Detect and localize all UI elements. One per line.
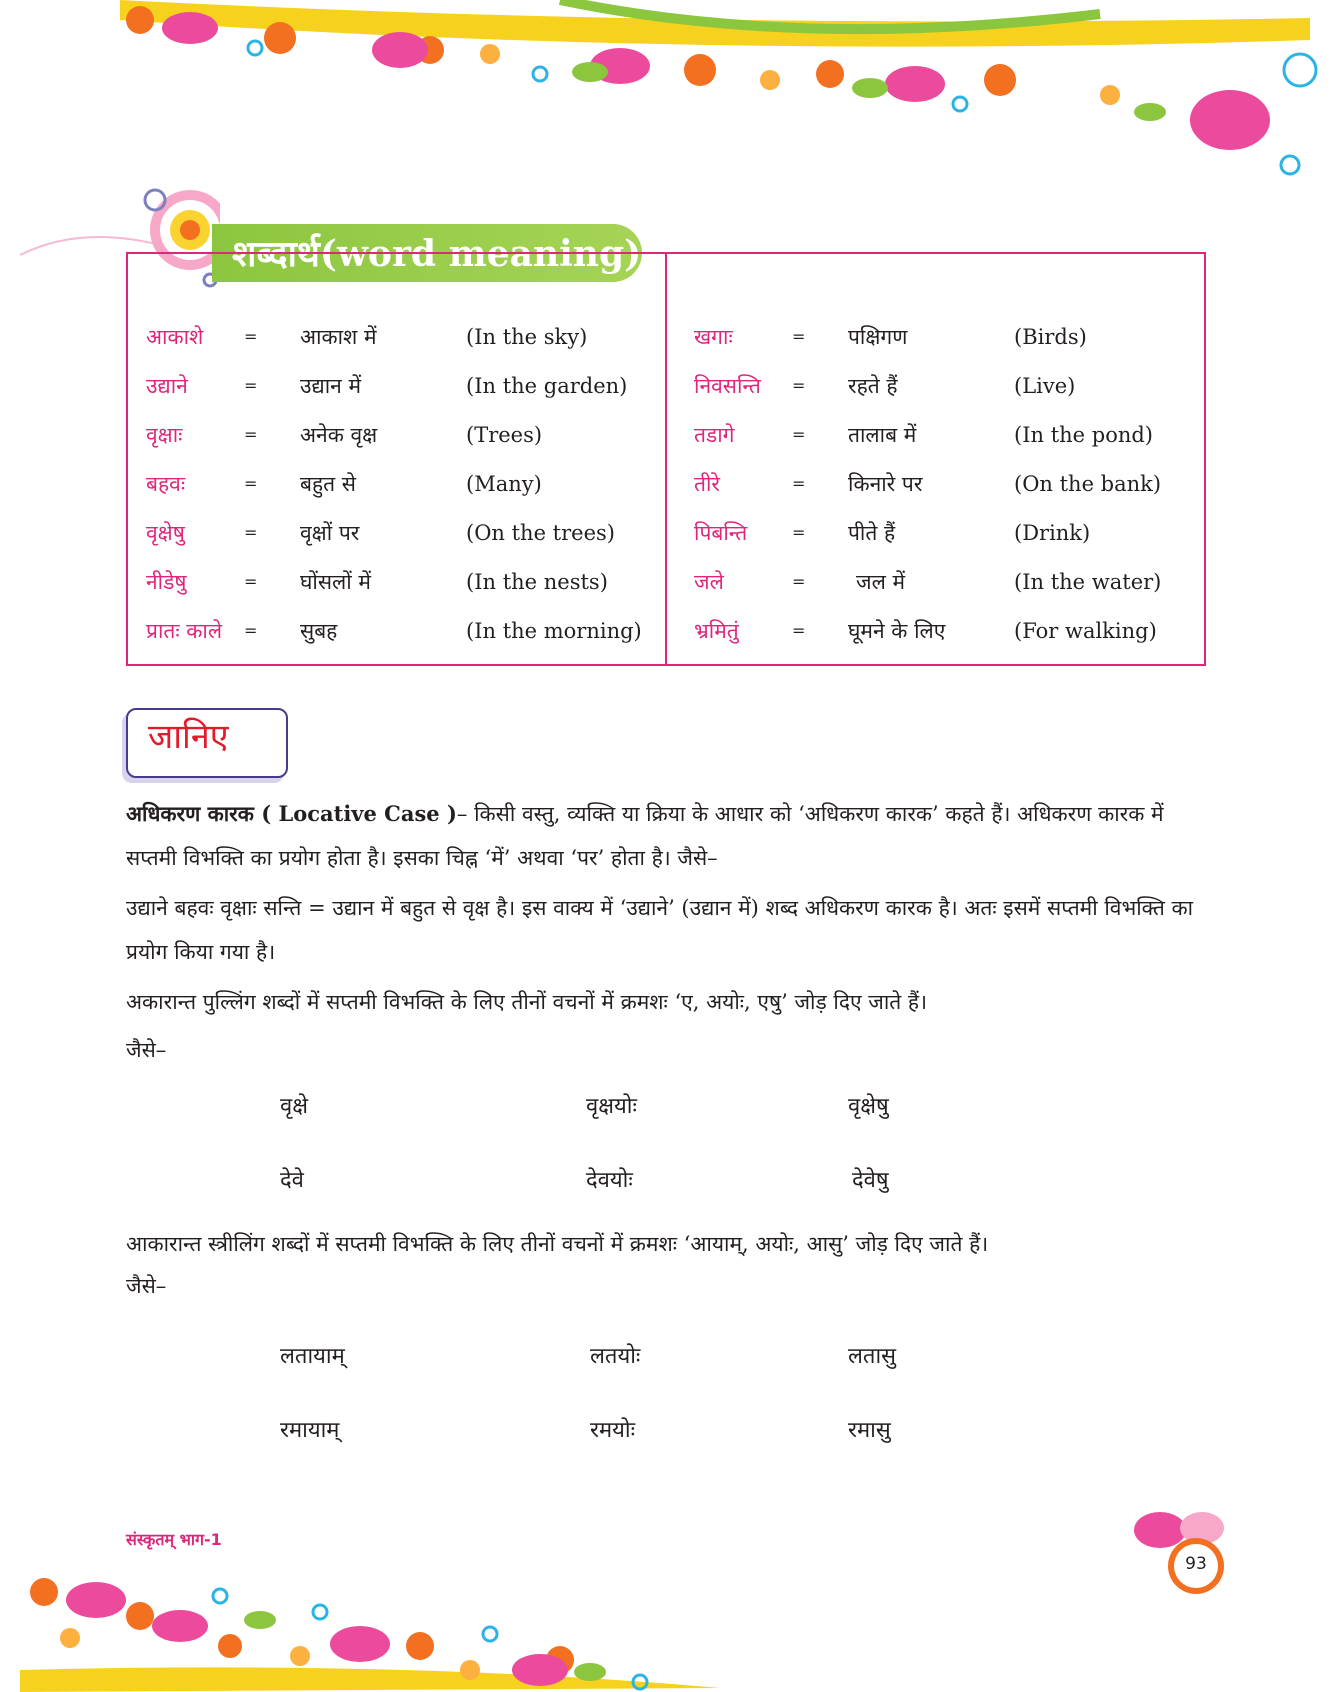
- wm-hindi: अनेक वृक्ष: [300, 423, 378, 447]
- wm-word: तडागे: [694, 423, 735, 447]
- wm-left-row: [146, 567, 186, 597]
- wm-hindi: घोंसलों में: [300, 570, 371, 594]
- wm-hindi: सुबह: [300, 619, 338, 643]
- wm-english: (Drink): [1014, 521, 1091, 545]
- wm-english: (Many): [466, 472, 542, 496]
- wm-right-row: [694, 469, 720, 499]
- fem-example: लतयोः: [590, 1344, 641, 1369]
- wm-eq: =: [244, 376, 258, 395]
- wm-right-row: [694, 322, 733, 352]
- wm-word: खगाः: [694, 325, 733, 349]
- wm-right-row: [694, 518, 747, 548]
- wm-right-row: [694, 371, 761, 401]
- word-meaning-divider: [665, 252, 667, 666]
- wm-word: वृक्षाः: [146, 423, 183, 447]
- wm-eq: =: [244, 474, 258, 493]
- fem-example: लतायाम्: [280, 1344, 345, 1369]
- wm-word: निवसन्ति: [694, 374, 761, 398]
- wm-word: प्रातः काले: [146, 619, 223, 643]
- janiye-heading: जानिए: [148, 717, 229, 757]
- wm-english: (In the pond): [1014, 423, 1154, 447]
- wm-word: पिबन्ति: [694, 521, 748, 545]
- wm-left-row: [146, 518, 185, 548]
- wm-eq: =: [792, 327, 806, 346]
- wm-english: (Birds): [1014, 325, 1087, 349]
- wm-eq: =: [792, 523, 806, 542]
- wm-eq: =: [244, 523, 258, 542]
- wm-english: (In the water): [1014, 570, 1162, 594]
- wm-word: उद्याने: [146, 374, 188, 398]
- wm-english: (Live): [1014, 374, 1076, 398]
- wm-right-row: [694, 567, 724, 597]
- masc-example: वृक्षे: [280, 1094, 309, 1119]
- fem-example: रमयोः: [590, 1418, 636, 1443]
- wm-right-row: [694, 420, 734, 450]
- book-title: संस्कृतम् भाग-1: [126, 1530, 222, 1549]
- top-floral-border: [0, 0, 1332, 190]
- locative-description: – किसी वस्तु, व्यक्ति या क्रिया के आधार को ‘अधिकरण कारक’ कहते हैं। अधिकरण कारक में सप्तमी विभक्ति का प्रयोग होता है। इसका चिह्न ‘में’ अथवा ‘पर’ होता है। जैसे–: [126, 802, 1164, 870]
- masculine-jaise: जैसे–: [126, 1038, 167, 1062]
- wm-eq: =: [244, 621, 258, 640]
- wm-eq: =: [792, 425, 806, 444]
- wm-word: बहवः: [146, 472, 186, 496]
- wm-word: भ्रमितुं: [694, 619, 739, 643]
- wm-hindi: जल में: [856, 570, 906, 594]
- wm-left-row: [146, 469, 185, 499]
- wm-english: (On the trees): [466, 521, 615, 545]
- fem-example: लतासु: [848, 1344, 897, 1369]
- page-number: 93: [1185, 1554, 1207, 1574]
- wm-hindi: उद्यान में: [300, 374, 362, 398]
- wm-word: नीडेषु: [146, 570, 187, 594]
- wm-left-row: [146, 616, 222, 646]
- wm-hindi: रहते हैं: [848, 374, 898, 398]
- wm-eq: =: [244, 572, 258, 591]
- wm-eq: =: [792, 572, 806, 591]
- wm-eq: =: [792, 474, 806, 493]
- wm-english: (In the sky): [466, 325, 588, 349]
- wm-word: तीरे: [694, 472, 720, 496]
- feminine-jaise: जैसे–: [126, 1274, 167, 1298]
- wm-left-row: [146, 371, 188, 401]
- wm-eq: =: [792, 621, 806, 640]
- example-sentence-paragraph: उद्याने बहवः वृक्षाः सन्ति = उद्यान में बहुत से वृक्ष है। इस वाक्य में ‘उद्याने’ (उद्यान में) शब्द अधिकरण कारक है। अतः इसमें सप्तमी विभक्ति का प्रयोग किया गया है।: [126, 896, 1194, 964]
- wm-eq: =: [244, 327, 258, 346]
- masc-example: वृक्षेषु: [848, 1094, 889, 1119]
- wm-hindi: पीते हैं: [848, 521, 896, 545]
- wm-left-row: [146, 322, 203, 352]
- wm-eq: =: [244, 425, 258, 444]
- wm-english: (For walking): [1014, 619, 1157, 643]
- wm-eq: =: [792, 376, 806, 395]
- wm-hindi: घूमने के लिए: [848, 619, 946, 643]
- masculine-rule-paragraph: अकारान्त पुल्लिंग शब्दों में सप्तमी विभक्ति के लिए तीनों वचनों में क्रमशः ‘ए, अयोः, एषु’ जोड़ दिए जाते हैं।: [126, 990, 928, 1014]
- bottom-floral-border: [0, 1560, 1332, 1692]
- wm-english: (On the bank): [1014, 472, 1162, 496]
- wm-right-row: [694, 616, 739, 646]
- wm-hindi: किनारे पर: [848, 472, 923, 496]
- masc-example: देवेषु: [852, 1168, 889, 1193]
- wm-english: (In the morning): [466, 619, 642, 643]
- wm-english: (Trees): [466, 423, 543, 447]
- locative-term: अधिकरण कारक ( Locative Case ): [126, 801, 457, 826]
- wm-left-row: [146, 420, 182, 450]
- wm-hindi: पक्षिगण: [848, 325, 908, 349]
- fem-example: रमायाम्: [280, 1418, 340, 1443]
- wm-english: (In the garden): [466, 374, 628, 398]
- wm-hindi: तालाब में: [848, 423, 917, 447]
- wm-hindi: आकाश में: [300, 325, 377, 349]
- wm-hindi: वृक्षों पर: [300, 521, 360, 545]
- fem-example: रमासु: [848, 1418, 891, 1443]
- masc-example: देवयोः: [586, 1168, 633, 1193]
- wm-hindi: बहुत से: [300, 472, 356, 496]
- wm-word: आकाशे: [146, 325, 204, 349]
- wm-word: वृक्षेषु: [146, 521, 185, 545]
- wm-word: जले: [694, 570, 724, 594]
- feminine-rule-paragraph: आकारान्त स्त्रीलिंग शब्दों में सप्तमी विभक्ति के लिए तीनों वचनों में क्रमशः ‘आयाम्, अयोः, आसु’ जोड़ दिए जाते हैं।: [126, 1232, 989, 1256]
- masc-example: देवे: [280, 1168, 304, 1193]
- locative-definition: [126, 792, 1206, 880]
- masc-example: वृक्षयोः: [586, 1094, 637, 1119]
- wm-english: (In the nests): [466, 570, 608, 594]
- word-meaning-title: शब्दार्थ(word meaning): [232, 233, 642, 275]
